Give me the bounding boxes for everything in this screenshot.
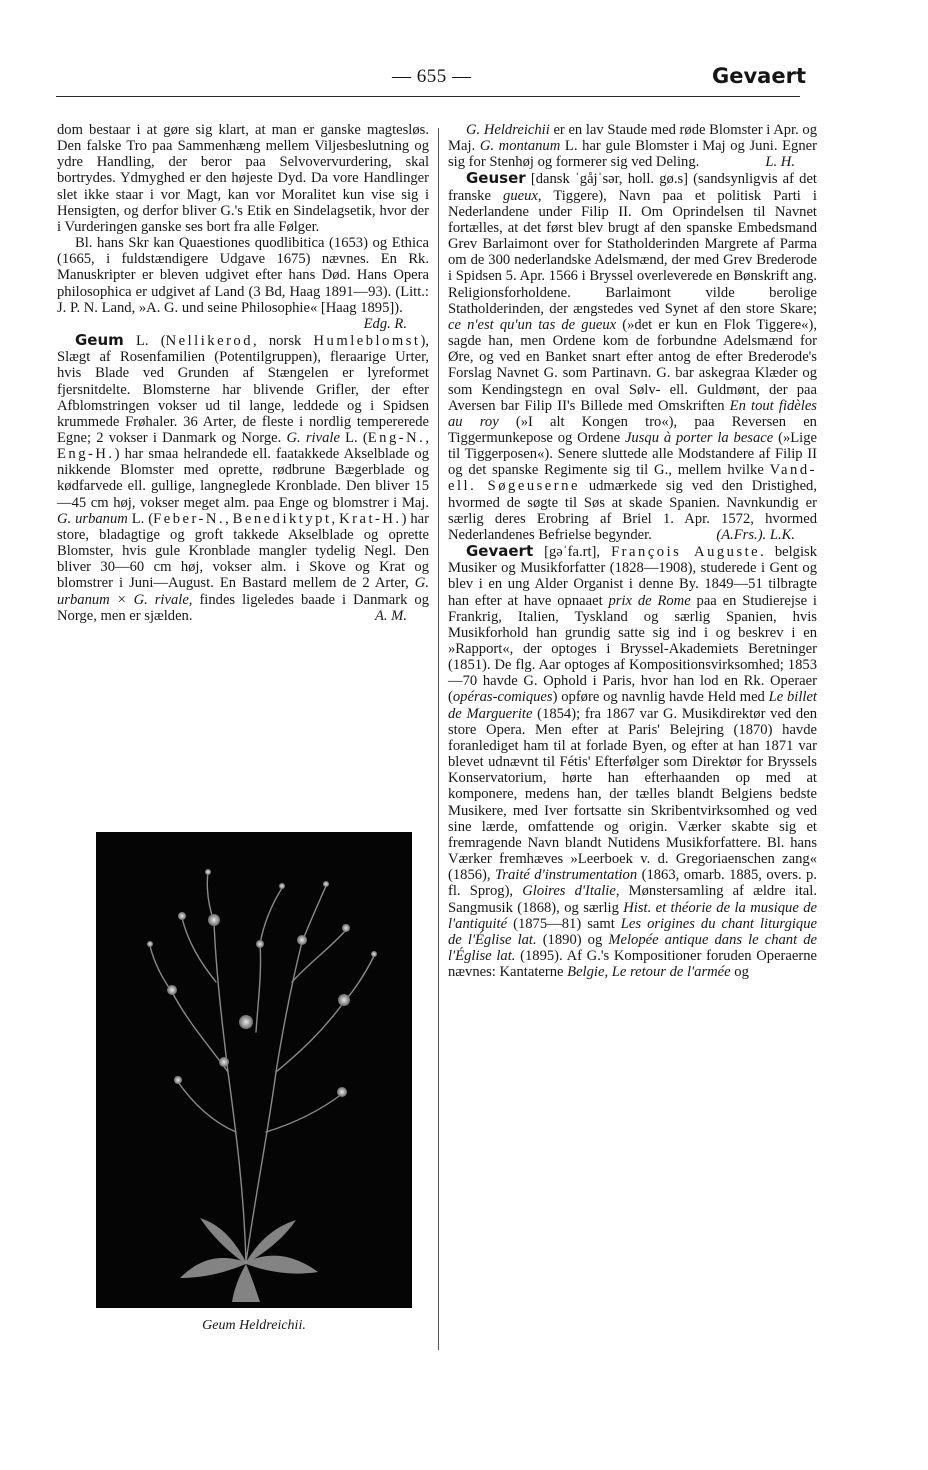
common-name: Nellikerod bbox=[165, 333, 254, 350]
entry-text: (»Lige til Tiggerposen«). Senere sluttede alle Modstandere af Filip II og det spanske Regimente sig til G., mellem hvilke bbox=[448, 429, 817, 479]
plant-illustration bbox=[96, 832, 412, 1308]
entry-text: , bbox=[225, 510, 233, 527]
entry-gevaert bbox=[448, 543, 817, 980]
species-name: G. montanum bbox=[479, 138, 561, 155]
entry-text: paa en Studierejse i Frankrig, Italien, Tyskland og særlig Spanien, hvis Musikforhold han grundig satte sig ind i og beskrev i en »Rapport«, der optoges i Bryssel-Akademiets Beretninger (1851). De flg. Aar optoges af Kompositionsvirksomhed; 1853—70 havde G. Ophold i Paris, hvor han lod en Rk. Operaer ( bbox=[448, 592, 817, 706]
work-title: Le retour de l'armée bbox=[611, 964, 731, 981]
entry-text: , Mønstersamling af ældre ital. Sangmusik (1868), og særlig bbox=[448, 883, 817, 916]
entry-text: L. ( bbox=[123, 333, 166, 350]
entry-text: (1875—81) samt bbox=[507, 915, 621, 932]
entry-geuser bbox=[448, 170, 817, 543]
work-title: Hist. et théorie de la musique de l'antiquité bbox=[448, 899, 817, 932]
spaced-name: Vand-ell. Søgeuserne bbox=[448, 462, 817, 495]
common-name: Feber-N. bbox=[153, 510, 226, 527]
person-name: François Auguste bbox=[611, 544, 761, 561]
headword-geuser: Geuser bbox=[466, 169, 526, 188]
species-name: G. Heldreichii bbox=[466, 122, 550, 138]
entry-text: ) opføre og navnlig havde Held med bbox=[552, 689, 769, 706]
entry-text: , bbox=[604, 964, 612, 981]
common-name: Eng-N. bbox=[367, 429, 426, 446]
entry-text: ) har smaa helrandede ell. faatakkede Akselblade og nikkende Blomster med oprette, rødbrune Bægerblade og kødfarvede ell. gullige, langneglede Kronblade. Den bliver 15—45 cm høj, vokser meget alm. paa Enge og blomstrer i Maj. bbox=[57, 446, 429, 511]
foreign-quote: ce n'est qu'un tas de gueux bbox=[448, 316, 617, 333]
paragraph-works bbox=[57, 235, 429, 332]
work-title: Melopée antique dans le chant de l'Église lat. bbox=[448, 931, 817, 964]
entry-text: udmærkede sig ved den Dristighed, hvormed de søgte til Søs at skade Spanien. Navnkundig er særlig deres Erobring af Briel 1. Apr. 1572, hvormed Nederlandenes Befrielse begynder. bbox=[448, 478, 817, 543]
entry-text: [gəˈfa.rt], bbox=[533, 544, 612, 561]
header-rule bbox=[56, 96, 800, 97]
headword-geum: Geum bbox=[75, 331, 124, 350]
author-signature: L. H. bbox=[765, 154, 795, 171]
species-name: G. urbanum bbox=[57, 510, 128, 527]
page-number: — 655 — bbox=[392, 66, 472, 87]
column-divider bbox=[438, 128, 439, 1350]
entry-text: (»det er kun en Flok Tiggere«), sagde han, men Ordene kom de forbundne Adelsmænd for Øre, og ved en Banket snart efter antog de efter Brederode's Forslag Navnet G. som Partinavn. G. bar askegraa Klæder og som Kendingstegn en oval Sølv- ell. Guldmønt, der paa Aversen bar Filip II's Billede med Omskriften bbox=[448, 316, 817, 414]
foreign-word: gueux bbox=[503, 187, 538, 204]
left-column bbox=[57, 122, 429, 624]
species-name: G. rivale bbox=[286, 429, 340, 446]
work-title: Les origines du chant liturgique de l'Église lat. bbox=[448, 915, 817, 948]
entry-text: , findes ligeledes baade i Danmark og Norge, men er sjælden. bbox=[57, 591, 429, 624]
entry-text: er en lav Staude med røde Blomster i Apr. og Maj. bbox=[448, 122, 817, 155]
figure-caption: Geum Heldreichii. bbox=[202, 1318, 306, 1333]
common-name: Benediktурt bbox=[232, 510, 332, 527]
paragraph-heldreichii bbox=[448, 122, 817, 170]
species-name: G. urbanum × G. rivale bbox=[57, 575, 429, 608]
entry-text: , norsk bbox=[253, 333, 314, 350]
foreign-quote: En tout fidèles au roy bbox=[448, 397, 817, 430]
entry-text: L. har gule Blomster i Maj og Juni. Egner sig for Stenhøj og formerer sig ved Deling. bbox=[448, 138, 817, 171]
common-name: Eng-H. bbox=[57, 446, 115, 463]
entry-text: og bbox=[730, 964, 749, 981]
entry-text: (1863, omarb. 1885, overs. p. fl. Sprog), bbox=[448, 867, 817, 900]
common-name: Humleblomst bbox=[313, 333, 421, 350]
entry-text: L. ( bbox=[339, 429, 368, 446]
entry-text: ) har store, bladagtige og groft takkede Akselblade og oprette Blomster, hvis gule Kronblade mangler tydelig Negl. Den bliver 30—60 cm høj, vokser alm. i Skove og Krat og blomstrer i Juni—August. En Bastard mellem de 2 Arter, bbox=[57, 510, 429, 592]
entry-geum bbox=[57, 332, 429, 624]
entry-text: . belgisk Musiker og Musikforfatter (1828—1908), studerede i Gent og blev i en ung Alder Organist i denne By. 1849—51 tilbragte han efter at have opnaaet bbox=[448, 544, 817, 609]
foreign-word: opéras-comiques bbox=[452, 689, 553, 706]
foreign-quote: Jusqu à porter la besace bbox=[624, 429, 774, 446]
common-name: Krat-H. bbox=[339, 510, 402, 527]
author-signature: (A.Frs.). L.K. bbox=[716, 526, 795, 543]
author-signature: A. M. bbox=[374, 607, 407, 624]
entry-text: (»I alt Kongen tro«), paa Reversen en Tiggermunkepose og Ordene bbox=[448, 413, 817, 446]
author-signature: Edg. R. bbox=[363, 315, 407, 332]
entry-text: (1854); fra 1867 var G. Musikdirektør ved den store Opera. Men efter at Paris' Belejring (1870) havde foranlediget ham til at forlade Byen, og efter at han 1871 var blevet udnævnt til Fétis' Efterfølger som Direktør for Bryssels Konservatorium, hørte han efterhaanden op med at komponere, medens han, der tælles blandt Belgiens bedste Musikere, med Iver fortsatte sin Skribentvirksomhed og ved sine lærde, omfattende og origin. Værker skabte sig et fremragende Navn blandt Nutidens Musikforfattere. Bl. hans Værker fremhæves »Leerboek v. d. Gregoriaenschen zang« (1856), bbox=[448, 705, 818, 884]
entry-text: (1890) og bbox=[536, 931, 609, 948]
right-column bbox=[448, 122, 817, 980]
entry-text: , bbox=[425, 429, 429, 446]
work-title: Le billet de Marguerite bbox=[448, 689, 817, 722]
page-header bbox=[0, 62, 928, 98]
entry-text: ), Slægt af Rosenfamilien (Potentilgruppen), fleraarige Urter, hvis Blade ved Grunden af Stængelen er lyreformet fjersnitdelte. Blomsterne har blivende Grifler, der efter Afblomstringen vokser ud til lange, leddede og i Spidsen krummede Frøhaler. 36 Arter, de fleste i nordlig tempererede Egne; 2 vokser i Danmark og Norge. bbox=[57, 333, 429, 446]
entry-text: L. ( bbox=[127, 510, 154, 527]
foreign-word: prix de Rome bbox=[608, 592, 691, 609]
entry-text: , Tiggere), Navn paa et politisk Parti i Nederlandene under Filip II. Om Oprindelsen til Navnet fortælles, at det først blev brugt af den spanske Embedsmand Grev Barlaimont over for Statholderinden Margrete af Parma om de 300 nederlandske Adelsmænd, der med Grev Brederode i Spidsen 5. Apr. 1566 i Bryssel overleverede en Bønskrift ang. Religionsforholdene. Barlaimont vilde berolige Statholderinden, der ængstedes ved Synet af den store Skare; bbox=[448, 187, 817, 317]
work-title: Belgie bbox=[567, 964, 605, 981]
work-title: Gloires d'Italie bbox=[522, 883, 616, 900]
entry-text: , bbox=[331, 510, 340, 527]
headword-gevaert: Gevaert bbox=[466, 542, 534, 561]
paragraph-ethics: dom bestaar i at gøre sig klart, at man er ganske magtesløs. Den falske Tro paa Sammenhæng mellem Viljesbeslutning og ydre Handling, der beror paa Selvovervurdering, skal bortrydes. Ydmyghed er den højeste Dyd. Da vore Handlinger slet ikke staar i vor Magt, kan vor Moralitet kun vise sig i Hensigten, og derfor bliver G.'s Etik en Sindelagsetik, hvor der i Vurderingen ganske ses bort fra alle Følger. bbox=[57, 122, 429, 235]
entry-text: (1895). Af G.'s Kompositioner foruden Operaerne nævnes: Kantaterne bbox=[448, 947, 817, 981]
plant-photograph bbox=[96, 832, 412, 1308]
running-head: Gevaert bbox=[712, 64, 806, 88]
paragraph-works-text: Bl. hans Skr kan Quaestiones quodlibitica (1653) og Ethica (1665, i fuldstændigere Udgave 1675) nævnes. En Rk. Manuskripter er bleven udgivet efter hans Død. Hans Opera philosophica er udgivet af Land (3 Bd, Haag 1891—93). (Litt.: J. P. N. Land, »A. G. und seine Philosophie« [Haag 1895]). bbox=[57, 235, 429, 316]
entry-text: [dansk ˈgåjˈsər, holl. gø.s] (sandsynligvis af det franske bbox=[448, 171, 817, 204]
work-title: Traité d'instrumentation bbox=[495, 867, 638, 884]
